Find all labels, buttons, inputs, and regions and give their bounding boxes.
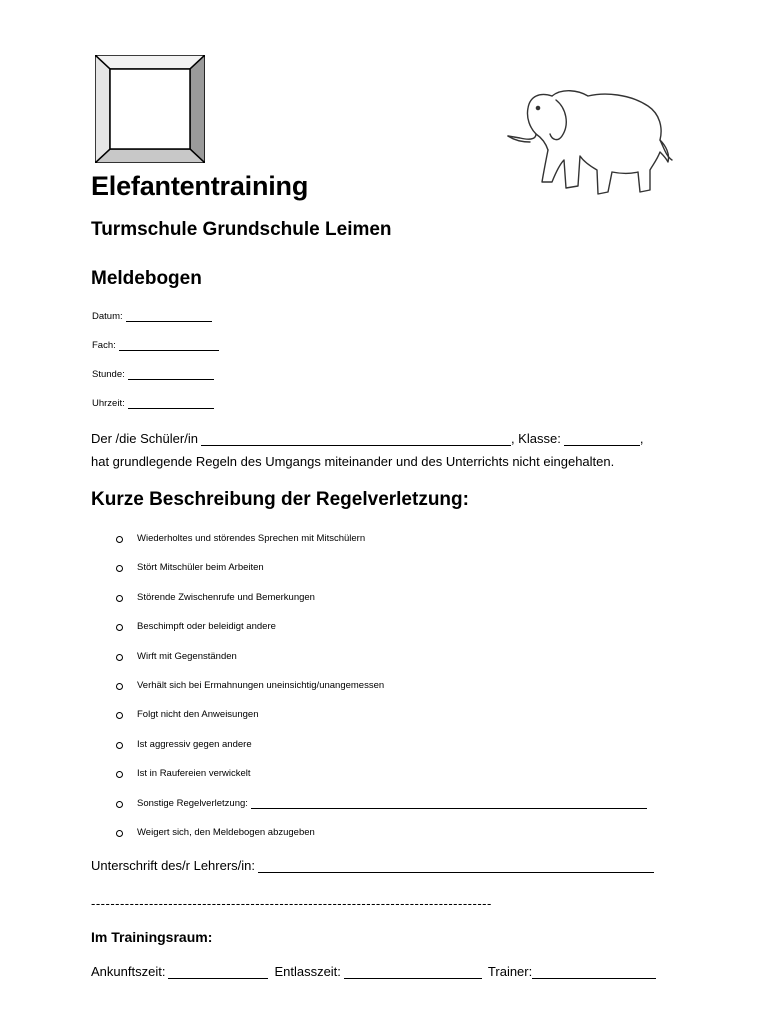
- checkbox-circle-icon[interactable]: [116, 712, 123, 719]
- list-item[interactable]: Beschimpft oder beleidigt andere: [116, 621, 647, 650]
- checkbox-circle-icon[interactable]: [116, 565, 123, 572]
- checkbox-circle-icon[interactable]: [116, 742, 123, 749]
- student-label: Der /die Schüler/in: [91, 431, 198, 446]
- list-item[interactable]: Weigert sich, den Meldebogen abzugeben: [116, 827, 647, 856]
- checkbox-circle-icon[interactable]: [116, 624, 123, 631]
- date-label: Datum:: [92, 311, 123, 322]
- checkbox-circle-icon[interactable]: [116, 683, 123, 690]
- list-item[interactable]: Wirft mit Gegenständen: [116, 651, 647, 680]
- arrival-blank[interactable]: [168, 964, 268, 979]
- header-fields: [92, 311, 219, 427]
- student-line: [91, 431, 643, 446]
- date-blank[interactable]: [126, 311, 212, 322]
- list-item[interactable]: Ist in Raufereien verwickelt: [116, 768, 647, 797]
- training-times: [91, 964, 662, 979]
- list-item[interactable]: Sonstige Regelverletzung:: [116, 798, 647, 827]
- violation-list: [116, 533, 647, 856]
- trainer-label: Trainer:: [487, 964, 533, 979]
- list-item[interactable]: Wiederholtes und störendes Sprechen mit Mitschülern: [116, 533, 647, 562]
- subject-field[interactable]: [92, 340, 219, 369]
- student-name-blank[interactable]: [201, 431, 511, 446]
- list-item[interactable]: Stört Mitschüler beim Arbeiten: [116, 562, 647, 591]
- picture-frame-icon: [95, 55, 205, 163]
- trainer-blank[interactable]: [532, 964, 656, 979]
- list-item[interactable]: Ist aggressiv gegen andere: [116, 739, 647, 768]
- checkbox-circle-icon[interactable]: [116, 801, 123, 808]
- time-label: Uhrzeit:: [92, 398, 125, 409]
- checkbox-circle-icon[interactable]: [116, 830, 123, 837]
- form-heading: Meldebogen: [91, 268, 202, 289]
- description-heading: Kurze Beschreibung der Regelverletzung:: [91, 489, 469, 510]
- time-field[interactable]: [92, 398, 219, 427]
- class-blank[interactable]: [564, 431, 640, 446]
- arrival-label: Ankunftszeit:: [91, 964, 166, 979]
- checkbox-circle-icon[interactable]: [116, 595, 123, 602]
- release-label: Entlasszeit:: [274, 964, 341, 979]
- list-item[interactable]: Störende Zwischenrufe und Bemerkungen: [116, 592, 647, 621]
- student-statement: hat grundlegende Regeln des Umgangs miteinander und des Unterrichts nicht eingehalten.: [91, 454, 615, 469]
- release-blank[interactable]: [344, 964, 482, 979]
- lesson-field[interactable]: [92, 369, 219, 398]
- signature-line: [91, 858, 654, 873]
- lesson-blank[interactable]: [128, 369, 214, 380]
- school-name: Turmschule Grundschule Leimen: [91, 219, 392, 240]
- date-field[interactable]: [92, 311, 219, 340]
- time-blank[interactable]: [128, 398, 214, 409]
- trailing-comma: ,: [639, 431, 644, 446]
- lesson-label: Stunde:: [92, 369, 125, 380]
- checkbox-circle-icon[interactable]: [116, 771, 123, 778]
- subject-blank[interactable]: [119, 340, 219, 351]
- list-item[interactable]: Verhält sich bei Ermahnungen uneinsichtig/unangemessen: [116, 680, 647, 709]
- elephant-icon: [500, 78, 675, 200]
- cut-separator: -----------------------------------------------------------------------------------: [91, 896, 492, 911]
- checkbox-circle-icon[interactable]: [116, 536, 123, 543]
- class-label: , Klasse:: [510, 431, 561, 446]
- other-violation-blank[interactable]: [251, 798, 647, 809]
- signature-label: Unterschrift des/r Lehrers/in:: [91, 858, 256, 873]
- document-title: Elefantentraining: [91, 171, 309, 201]
- subject-label: Fach:: [92, 340, 116, 351]
- training-heading: Im Trainingsraum:: [91, 929, 213, 945]
- checkbox-circle-icon[interactable]: [116, 654, 123, 661]
- list-item[interactable]: Folgt nicht den Anweisungen: [116, 709, 647, 738]
- signature-blank[interactable]: [258, 858, 654, 873]
